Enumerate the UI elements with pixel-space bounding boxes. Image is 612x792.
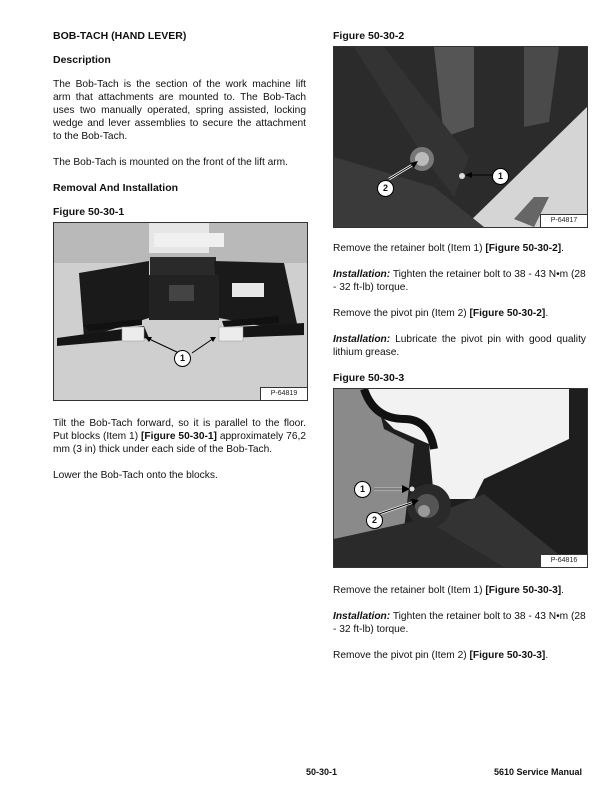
- callout-2: 2: [366, 512, 383, 529]
- retainer-bolt-pivot-pin-photo: [334, 389, 587, 567]
- bob-tach-blocks-photo: [54, 223, 307, 400]
- figure-2-label: Figure 50-30-2: [333, 30, 405, 42]
- removal-heading: Removal And Installation: [53, 182, 179, 194]
- description-paragraph-2: The Bob-Tach is mounted on the front of the lift arm.: [53, 157, 288, 168]
- right-column: [333, 30, 586, 662]
- photo-id: P-64817: [540, 214, 587, 227]
- installation-note-torque: Installation: Tighten the retainer bolt to 38 - 43 N•m (28 - 32 ft-lb) torque.: [333, 269, 586, 293]
- instruction-remove-retainer-bolt: Remove the retainer bolt (Item 1) [Figure 50-30-2].: [333, 243, 565, 254]
- instruction-remove-retainer-bolt: Remove the retainer bolt (Item 1) [Figure 50-30-3].: [333, 585, 565, 596]
- photo-id: P-64819: [260, 387, 307, 400]
- figure-3-photo: [333, 388, 588, 568]
- installation-note-lubricate: Installation: Lubricate the pivot pin with good quality lithium grease.: [333, 334, 586, 358]
- figure-2-photo: [333, 46, 588, 228]
- left-column: [53, 30, 306, 495]
- figure-1-label: Figure 50-30-1: [53, 206, 125, 218]
- callout-1: 1: [492, 168, 509, 185]
- figure-3-label: Figure 50-30-3: [333, 372, 405, 384]
- retainer-bolt-pivot-pin-photo: [334, 47, 587, 227]
- photo-id: P-64816: [540, 554, 587, 567]
- callout-1: 1: [174, 350, 191, 367]
- instruction-tilt-bob-tach: Tilt the Bob-Tach forward, so it is parallel to the floor. Put blocks (Item 1) [Figure 50-30-1] approximately 76,2 mm (3 in) thick under each side of the Bob-Tach.: [53, 418, 306, 455]
- instruction-lower-bob-tach: Lower the Bob-Tach onto the blocks.: [53, 470, 218, 481]
- description-paragraph-1: The Bob-Tach is the section of the work machine lift arm that attachments are mounted to. The Bob-Tach uses two manually operated, spring assisted, locking wedge and lever assemblies to secure the attachment to the Bob-Tach.: [53, 79, 306, 142]
- instruction-remove-pivot-pin: Remove the pivot pin (Item 2) [Figure 50-30-2].: [333, 308, 549, 319]
- page-number: 50-30-1: [306, 767, 338, 777]
- installation-note-torque: Installation: Tighten the retainer bolt to 38 - 43 N•m (28 - 32 ft-lb) torque.: [333, 611, 586, 635]
- figure-1-photo: [53, 222, 308, 401]
- description-heading: Description: [53, 54, 111, 66]
- callout-2: 2: [377, 180, 394, 197]
- instruction-remove-pivot-pin: Remove the pivot pin (Item 2) [Figure 50-30-3].: [333, 650, 549, 661]
- section-title: BOB-TACH (HAND LEVER): [53, 30, 187, 42]
- manual-title: 5610 Service Manual: [493, 767, 582, 777]
- callout-1: 1: [354, 481, 371, 498]
